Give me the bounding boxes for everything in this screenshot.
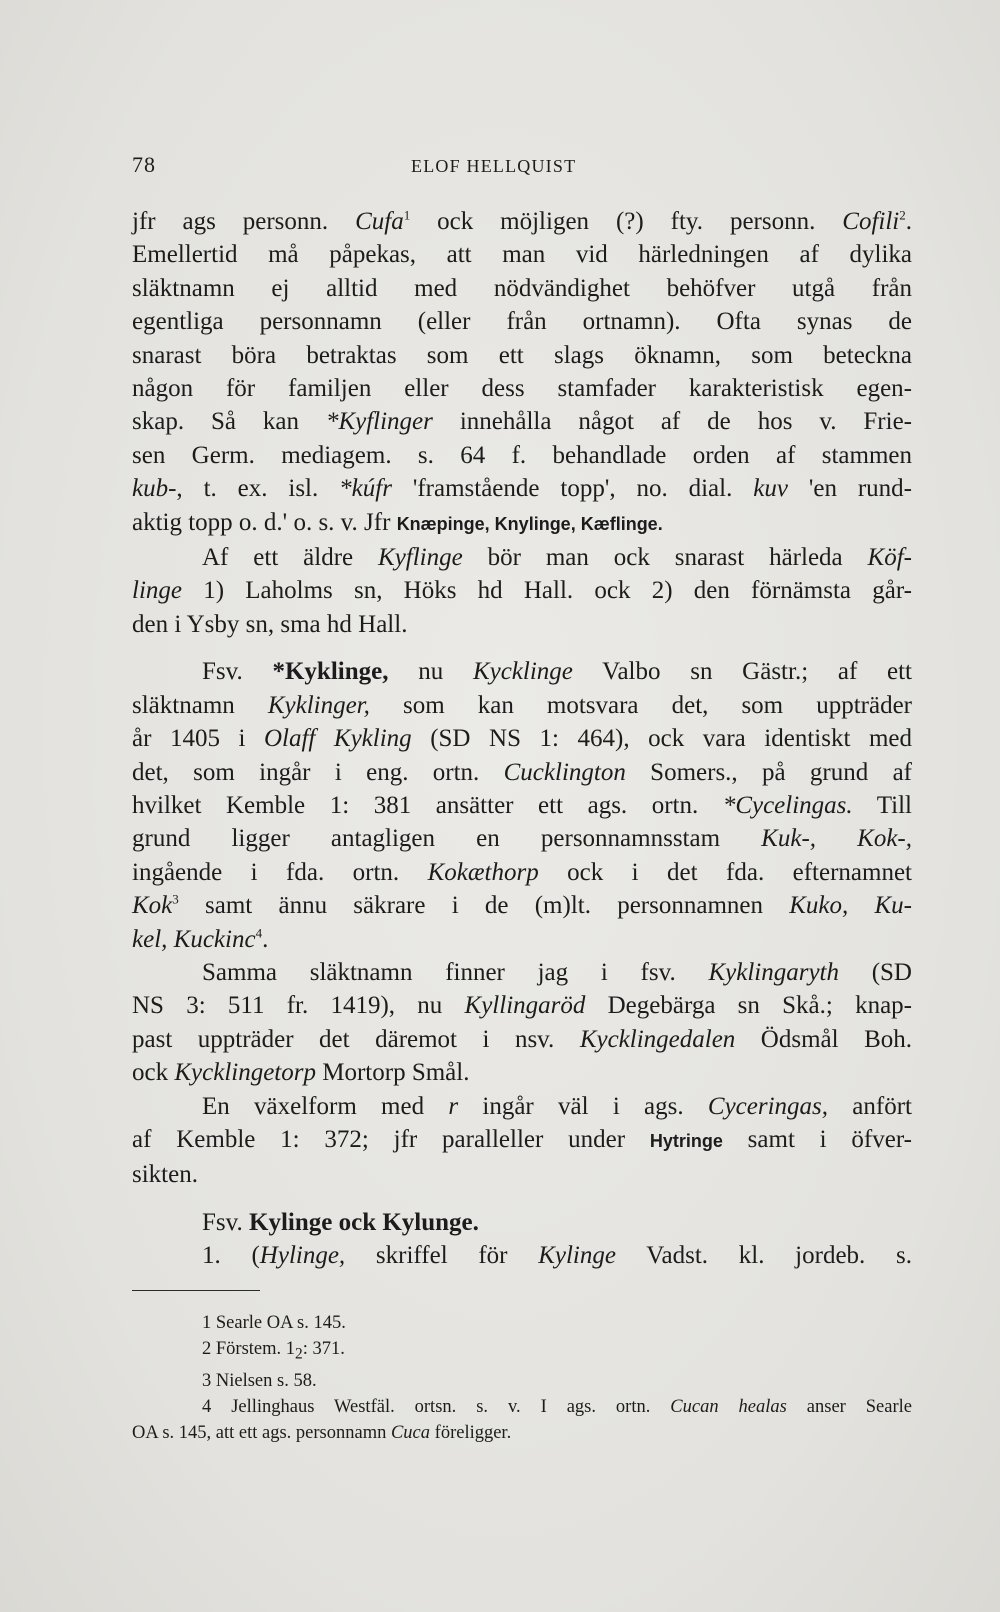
footnote: 3 Nielsen s. 58. bbox=[202, 1370, 317, 1391]
text-line: 1. (Hylinge, skriffel för Kylinge Vadst. kl. jordeb. s. bbox=[202, 1242, 912, 1270]
text-line: kel, Kuckinc$^4$. bbox=[132, 925, 269, 953]
text-line: aktig topp o. d.' o. s. v. Jfr Knæpinge, Knylinge, Kæflinge. bbox=[132, 508, 663, 536]
cross-reference: Hytringe bbox=[649, 1130, 723, 1151]
text-line: skap. Så kan *Kyflinger innehålla något af de hos v. Frie- bbox=[132, 408, 913, 436]
headword: Kylinge ock Kylunge. bbox=[249, 1208, 479, 1236]
text-line: sen Germ. mediagem. s. 64 f. behandlade orden af stammen bbox=[132, 441, 912, 469]
text-line: det, som ingår i eng. ortn. Cucklington Somers., på grund af bbox=[132, 758, 912, 786]
page-header bbox=[132, 152, 912, 182]
footnote: 1 Searle OA s. 145. bbox=[202, 1313, 346, 1333]
text-line: någon för familjen eller dess stamfader karakteristisk egen- bbox=[132, 375, 912, 403]
text-line: den i Ysby sn, sma hd Hall. bbox=[132, 610, 408, 638]
text-line: kub-, t. ex. isl. *kúfr 'framstående topp', no. dial. kuv 'en rund- bbox=[132, 475, 912, 503]
running-head: ELOF HELLQUIST bbox=[411, 156, 577, 176]
text-line: ingående i fda. ortn. Kokæthorp ock i det fda. efternamnet bbox=[132, 858, 912, 886]
page-number: 78 bbox=[132, 152, 156, 177]
footnote: 4 Jellinghaus Westfäl. ortsn. s. v. I ags. ortn. Cucan healas anser Searle bbox=[202, 1396, 912, 1417]
text-line: år 1405 i Olaff Kykling (SD NS 1: 464), ock vara identiskt med bbox=[132, 725, 912, 753]
text-line: jfr ags personn. Cufa$^1$ ock möjligen (?) fty. personn. Cofili$^2$. bbox=[132, 207, 912, 235]
text-line: af Kemble 1: 372; jfr paralleller under Hytringe samt i öfver- bbox=[132, 1125, 912, 1153]
text-line: Af ett äldre Kyflinge bör man ock snarast härleda Köf- bbox=[202, 544, 912, 572]
text-line: Kok$^3$ samt ännu säkrare i de (m)lt. personnamnen Kuko, Ku- bbox=[132, 891, 912, 920]
footnotes bbox=[132, 1310, 912, 1446]
text-line: En växelform med r ingår väl i ags. Cyceringas, anfört bbox=[202, 1092, 912, 1120]
text-line: snarast böra betraktas som ett slags öknamn, som beteckna bbox=[132, 341, 912, 369]
footnote-rule bbox=[132, 1290, 260, 1291]
text-line: Fsv. *Kyklinge, nu Kycklinge Valbo sn Gästr.; af ett bbox=[202, 658, 912, 686]
text-line: Fsv. Kylinge ock Kylunge. bbox=[202, 1208, 479, 1236]
text-line: släktnamn ej alltid med nödvändighet behöfver utgå från bbox=[132, 274, 912, 302]
text-line: NS 3: 511 fr. 1419), nu Kyllingaröd Degebärga sn Skå.; knap- bbox=[132, 992, 912, 1020]
text-line: Emellertid må påpekas, att man vid härledningen af dylika bbox=[132, 241, 912, 269]
text-line: Samma släktnamn finner jag i fsv. Kyklingaryth (SD bbox=[202, 958, 912, 986]
footnote-continuation: OA s. 145, att ett ags. personnamn Cuca föreligger. bbox=[132, 1422, 512, 1443]
text-line: egentliga personnamn (eller från ortnamn). Ofta synas de bbox=[132, 308, 912, 336]
footnote: 2 Förstem. $1_2$: 371. bbox=[202, 1339, 345, 1363]
headword: *Kyklinge, bbox=[272, 658, 389, 686]
body-text bbox=[132, 205, 912, 1273]
text-line: sikten. bbox=[132, 1161, 198, 1189]
cross-reference: Knæpinge, Knylinge, Kæflinge. bbox=[396, 513, 663, 534]
text-line: linge 1) Laholms sn, Höks hd Hall. ock 2) den förnämsta går- bbox=[132, 577, 912, 605]
text-line: past uppträder det däremot i nsv. Kycklingedalen Ödsmål Boh. bbox=[132, 1025, 913, 1053]
text-line: släktnamn Kyklinger, som kan motsvara det, som uppträder bbox=[132, 691, 912, 719]
text-line: hvilket Kemble 1: 381 ansätter ett ags. ortn. *Cycelingas. Till bbox=[132, 791, 912, 819]
text-line: grund ligger antagligen en personnamnsstam Kuk-, Kok-, bbox=[132, 825, 912, 853]
text-line: ock Kycklingetorp Mortorp Smål. bbox=[132, 1059, 470, 1087]
